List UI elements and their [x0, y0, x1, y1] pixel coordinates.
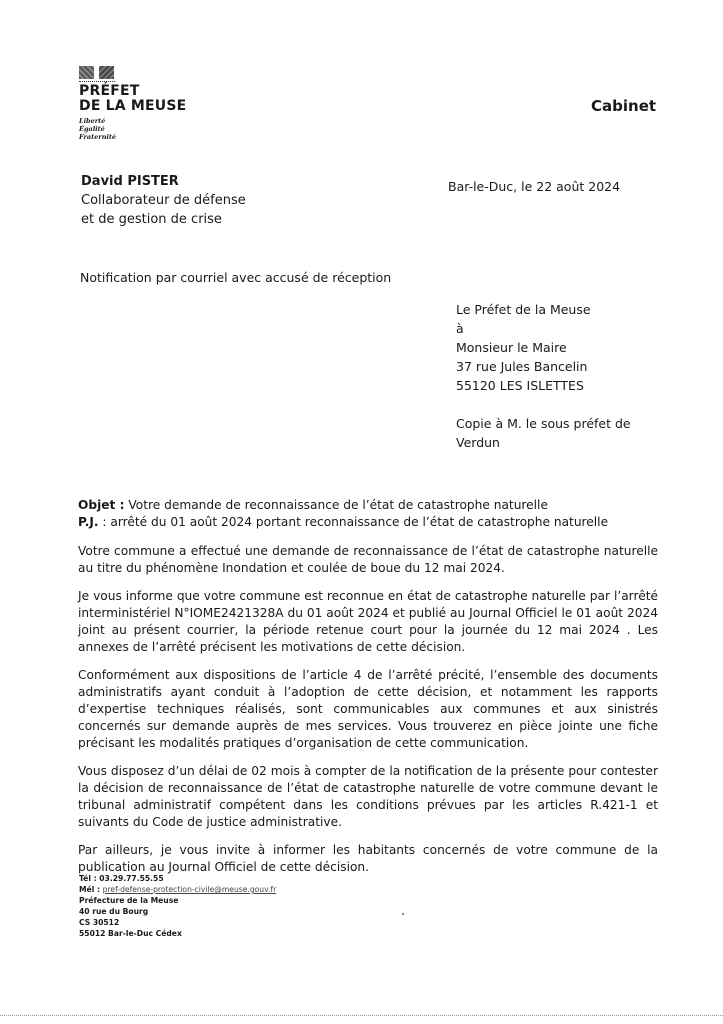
- footer-tel: Tél : 03.29.77.55.55: [79, 874, 164, 883]
- footer-org: Préfecture de la Meuse: [79, 896, 179, 905]
- footer-contact: [79, 873, 276, 939]
- paragraph: Votre commune a effectué une demande de reconnaissance de l’état de catastrophe naturelle au titre du phénomène Inondation et coulée de boue du 12 mai 2024.: [78, 544, 658, 575]
- prefet-title: [79, 84, 186, 114]
- date-line: Bar-le-Duc, le 22 août 2024: [448, 179, 621, 194]
- paragraph: Vous disposez d’un délai de 02 mois à compter de la notification de la présente pour contester la décision de reconnaissance de l’état de catastrophe naturelle de votre commune devant le tribunal administratif compétent dans les conditions prévues par les articles R.421-1 et suivants du Code de justice administrative.: [78, 764, 658, 829]
- signer-name: David PISTER: [81, 174, 179, 189]
- footer-mail-link[interactable]: pref-defense-protection-civile@meuse.gouv.fr: [102, 885, 277, 894]
- footer-street: 40 rue du Bourg: [79, 907, 149, 916]
- pj-label: P.J.: [78, 515, 99, 529]
- pj-text: : arrêté du 01 août 2024 portant reconnaissance de l’état de catastrophe naturelle: [98, 515, 609, 529]
- recipient-city: 55120 LES ISLETTES: [456, 378, 584, 393]
- paragraph: Conformément aux dispositions de l’article 4 de l’arrêté précité, l’ensemble des documents administratifs ayant conduit à l’adoption de cette décision, et notamment les rapports d’expertise techniques réalisés, sont communicables aux communes et aux sinistrés concernés sur demande auprès de mes services. Vous trouverez en pièce jointe une fiche précisant les modalités pratiques d’organisation de cette communication.: [78, 668, 658, 750]
- copy-block: [456, 414, 631, 452]
- recipient-block: [456, 300, 591, 395]
- devise-egalite: Égalité: [79, 125, 105, 133]
- signer-block: [81, 172, 246, 229]
- letter-body: [78, 497, 658, 887]
- pj-line: [78, 514, 658, 531]
- objet-line: [78, 497, 658, 514]
- recipient-from: Le Préfet de la Meuse: [456, 302, 591, 317]
- notification-line: Notification par courriel avec accusé de réception: [80, 270, 392, 285]
- logo-right-mark-icon: [99, 66, 114, 79]
- objet-text: Votre demande de reconnaissance de l’état de catastrophe naturelle: [124, 498, 548, 512]
- devise-fraternite: Fraternité: [79, 133, 117, 141]
- footer-cs: CS 30512: [79, 918, 120, 927]
- recipient-street: 37 rue Jules Bancelin: [456, 359, 588, 374]
- devise-liberte: Liberté: [79, 117, 106, 125]
- footer-mail-line: [79, 884, 276, 895]
- subject-block: [78, 497, 658, 531]
- copy-line-1: Copie à M. le sous préfet de: [456, 416, 631, 431]
- prefet-line-2: DE LA MEUSE: [79, 98, 187, 114]
- marianne-logo: [79, 66, 114, 79]
- scan-artifact: [402, 913, 404, 915]
- prefet-line-1: PRÉFET: [79, 83, 140, 99]
- devise: [79, 117, 116, 141]
- copy-line-2: Verdun: [456, 435, 500, 450]
- paragraph: Je vous informe que votre commune est reconnue en état de catastrophe naturelle par l’arrêté interministériel N°IOME2421328A du 01 août 2024 et publié au Journal Officiel le 01 août 2024 joint au présent courrier, la période retenue court pour la journée du 12 mai 2024 . Les annexes de l’arrêté précisent les motivations de cette décision.: [78, 589, 658, 654]
- signer-title-line-1: Collaborateur de défense: [81, 193, 246, 208]
- department-label: Cabinet: [591, 97, 657, 115]
- page-bottom-edge: [0, 1015, 723, 1017]
- logo-left-mark-icon: [79, 66, 94, 79]
- footer-city: 55012 Bar-le-Duc Cédex: [79, 929, 182, 938]
- signer-title-line-2: et de gestion de crise: [81, 212, 222, 227]
- paragraph: Par ailleurs, je vous invite à informer les habitants concernés de votre commune de la publication au Journal Officiel de cette décision.: [78, 843, 658, 874]
- recipient-to-word: à: [456, 321, 464, 336]
- footer-mail-label: Mél :: [79, 885, 103, 894]
- recipient-name: Monsieur le Maire: [456, 340, 567, 355]
- objet-label: Objet :: [78, 498, 125, 512]
